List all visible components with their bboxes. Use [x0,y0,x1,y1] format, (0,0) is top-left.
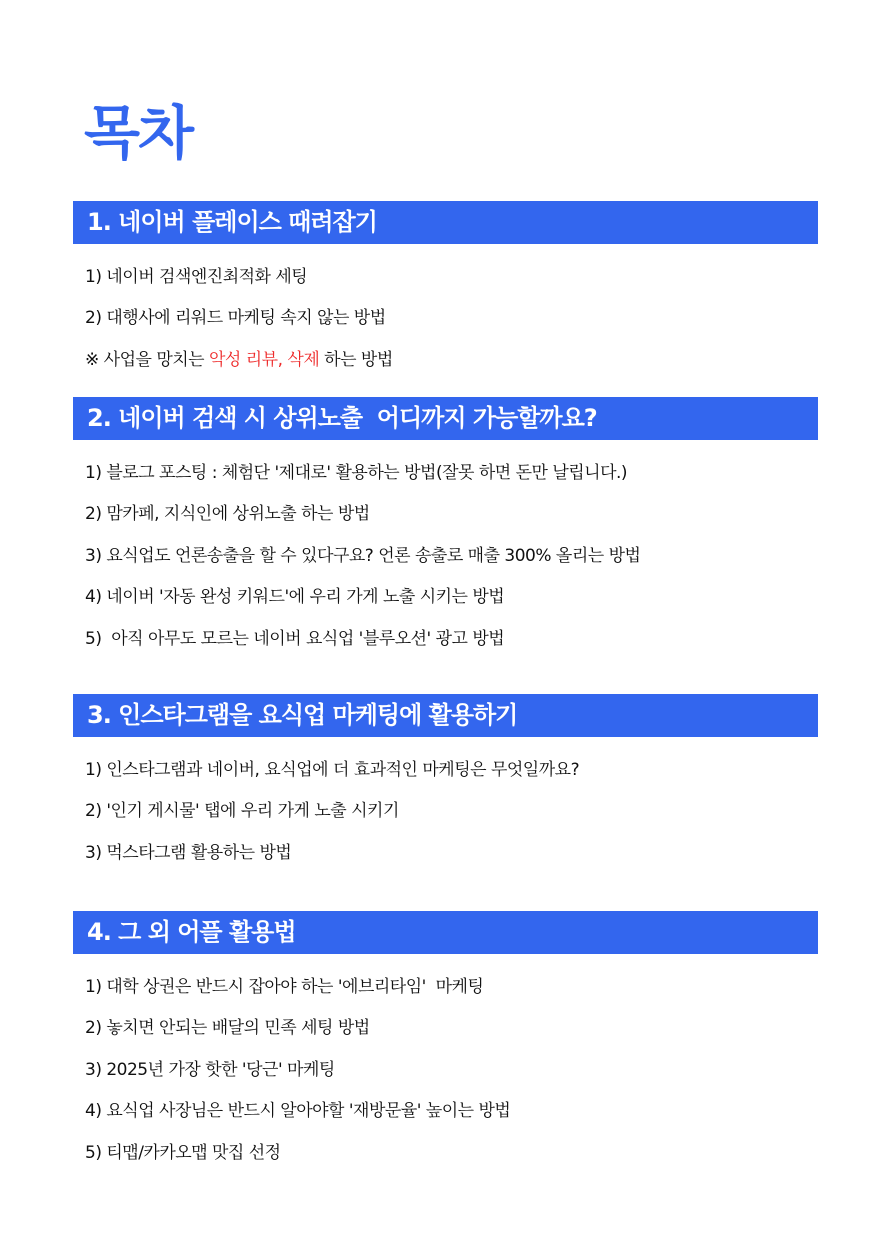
list-item: 2) 놓치면 안되는 배달의 민족 세팅 방법 [85,1018,370,1039]
section-3 [73,694,818,874]
warning-note [85,339,818,381]
list-item: 1) 대학 상권은 반드시 잡아야 하는 '에브리타임' 마케팅 [85,976,484,997]
list-item: 4) 네이버 '자동 완성 키워드'에 우리 가게 노출 시키는 방법 [85,587,505,608]
list-item: 3) 먹스타그램 활용하는 방법 [85,842,292,863]
list-item: 5) 아직 아무도 모르는 네이버 요식업 '블루오션' 광고 방법 [85,628,505,649]
page-title: 목차 [84,99,193,167]
list-item: 1) 인스타그램과 네이버, 요식업에 더 효과적인 마케팅은 무엇일까요? [85,759,580,780]
section-4-heading: 4. 그 외 어플 활용법 [73,911,818,954]
section-1-heading: 1. 네이버 플레이스 때려잡기 [73,201,818,244]
section-3-heading: 3. 인스타그램을 요식업 마케팅에 활용하기 [73,694,818,737]
section-3-list [73,749,818,874]
list-item: 3) 요식업도 언론송출을 할 수 있다구요? 언론 송출로 매출 300% 올리는 방법 [85,545,641,566]
warning-note-suffix: 하는 방법 [319,349,393,370]
list-item: 2) '인기 게시물' 탭에 우리 가게 노출 시키기 [85,801,399,822]
list-item: 2) 맘카페, 지식인에 상위노출 하는 방법 [85,504,370,525]
list-item: 4) 요식업 사장님은 반드시 알아야할 '재방문율' 높이는 방법 [85,1101,511,1122]
warning-note-prefix: ※ 사업을 망치는 [85,349,209,370]
list-item: 5) 티맵/카카오맵 맛집 선정 [85,1142,281,1163]
list-item: 3) 2025년 가장 핫한 '당근' 마케팅 [85,1059,335,1080]
warning-note-highlight: 악성 리뷰, 삭제 [209,349,320,370]
list-item: 2) 대행사에 리워드 마케팅 속지 않는 방법 [85,308,386,329]
section-4-list [73,966,818,1174]
section-1 [73,201,818,381]
section-4 [73,911,818,1174]
list-item: 1) 네이버 검색엔진최적화 세팅 [85,266,308,287]
section-2-heading: 2. 네이버 검색 시 상위노출 어디까지 가능할까요? [73,397,818,440]
list-item: 1) 블로그 포스팅 : 체험단 '제대로' 활용하는 방법(잘못 하면 돈만 날립니다.) [85,462,628,483]
section-2-list [73,452,818,660]
section-1-list [73,256,818,381]
section-2 [73,397,818,660]
